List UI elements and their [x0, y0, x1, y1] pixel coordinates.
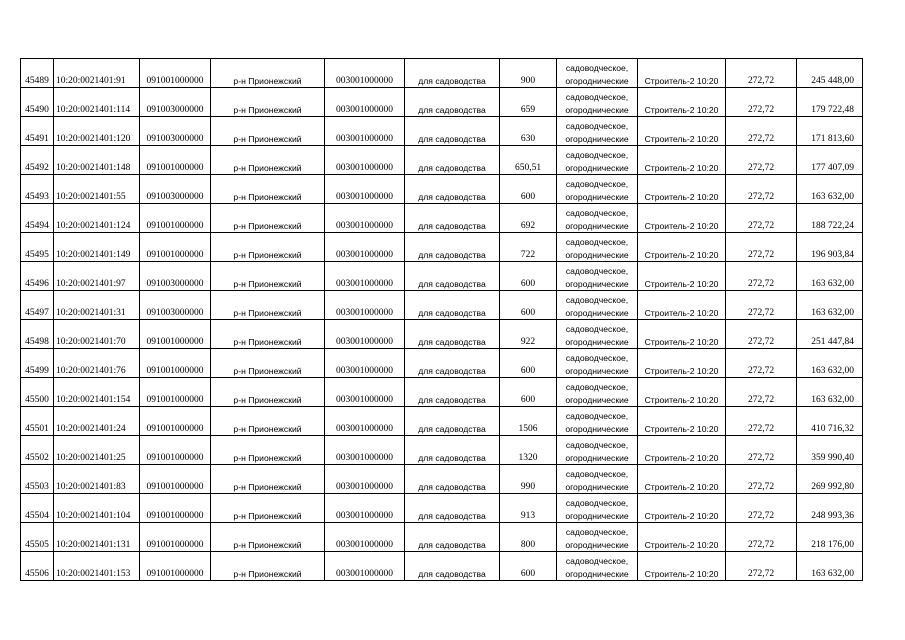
- category-code: 003001000000: [325, 291, 405, 320]
- settlement-name: Строитель-2 10:20: [638, 407, 726, 436]
- classifier-code: 091001000000: [140, 378, 211, 407]
- table-row: [21, 291, 863, 320]
- use-type: [557, 262, 638, 291]
- use-type-line-2: огороднические: [565, 191, 629, 202]
- use-type-line-1: садоводческое,: [565, 382, 629, 392]
- cadastral-number: 10:20:0021401:124: [54, 204, 140, 233]
- district-name: р-н Прионежский: [211, 262, 325, 291]
- cadastral-value: 410 716,32: [797, 407, 863, 436]
- classifier-code: 091001000000: [140, 233, 211, 262]
- table-row: [21, 436, 863, 465]
- permitted-use: для садоводства: [405, 291, 500, 320]
- use-type: [557, 117, 638, 146]
- table-row: [21, 117, 863, 146]
- table-row: [21, 204, 863, 233]
- settlement-name: Строитель-2 10:20: [638, 349, 726, 378]
- district-name: р-н Прионежский: [211, 552, 325, 581]
- use-type-line-1: садоводческое,: [565, 179, 629, 189]
- district-name: р-н Прионежский: [211, 349, 325, 378]
- category-code: 003001000000: [325, 117, 405, 146]
- table-row: [21, 233, 863, 262]
- use-type-line-2: огороднические: [565, 307, 629, 318]
- use-type-line-2: огороднические: [565, 278, 629, 289]
- category-code: 003001000000: [325, 59, 405, 88]
- cadastral-value: 171 813,60: [797, 117, 863, 146]
- settlement-name: Строитель-2 10:20: [638, 494, 726, 523]
- classifier-code: 091003000000: [140, 88, 211, 117]
- category-code: 003001000000: [325, 465, 405, 494]
- use-type: [557, 552, 638, 581]
- row-id: 45490: [21, 88, 54, 117]
- cadastral-number: 10:20:0021401:149: [54, 233, 140, 262]
- use-type-line-1: садоводческое,: [565, 353, 629, 363]
- land-area: 692: [500, 204, 557, 233]
- cadastral-number: 10:20:0021401:104: [54, 494, 140, 523]
- table-row: [21, 88, 863, 117]
- permitted-use: для садоводства: [405, 378, 500, 407]
- table-row: [21, 465, 863, 494]
- category-code: 003001000000: [325, 146, 405, 175]
- use-type-line-1: садоводческое,: [565, 295, 629, 305]
- settlement-name: Строитель-2 10:20: [638, 262, 726, 291]
- land-area: 722: [500, 233, 557, 262]
- row-id: 45491: [21, 117, 54, 146]
- cadastral-number: 10:20:0021401:70: [54, 320, 140, 349]
- district-name: р-н Прионежский: [211, 320, 325, 349]
- use-type-line-2: огороднические: [565, 336, 629, 347]
- permitted-use: для садоводства: [405, 523, 500, 552]
- use-type-line-1: садоводческое,: [565, 237, 629, 247]
- cadastral-number: 10:20:0021401:120: [54, 117, 140, 146]
- cadastral-number: 10:20:0021401:24: [54, 407, 140, 436]
- cadastral-value: 359 990,40: [797, 436, 863, 465]
- settlement-name: Строитель-2 10:20: [638, 175, 726, 204]
- permitted-use: для садоводства: [405, 494, 500, 523]
- cadastral-number: 10:20:0021401:31: [54, 291, 140, 320]
- cadastral-number: 10:20:0021401:55: [54, 175, 140, 204]
- cadastral-number: 10:20:0021401:154: [54, 378, 140, 407]
- cadastral-value: 163 632,00: [797, 291, 863, 320]
- settlement-name: Строитель-2 10:20: [638, 320, 726, 349]
- table-body: [21, 59, 863, 581]
- permitted-use: для садоводства: [405, 320, 500, 349]
- use-type-line-1: садоводческое,: [565, 324, 629, 334]
- settlement-name: Строитель-2 10:20: [638, 378, 726, 407]
- cadastral-number: 10:20:0021401:148: [54, 146, 140, 175]
- row-id: 45499: [21, 349, 54, 378]
- district-name: р-н Прионежский: [211, 146, 325, 175]
- use-type-line-2: огороднические: [565, 365, 629, 376]
- district-name: р-н Прионежский: [211, 494, 325, 523]
- table-row: [21, 262, 863, 291]
- district-name: р-н Прионежский: [211, 523, 325, 552]
- row-id: 45496: [21, 262, 54, 291]
- land-area: 650,51: [500, 146, 557, 175]
- district-name: р-н Прионежский: [211, 465, 325, 494]
- district-name: р-н Прионежский: [211, 175, 325, 204]
- cadastral-number: 10:20:0021401:97: [54, 262, 140, 291]
- category-code: 003001000000: [325, 378, 405, 407]
- specific-rate: 272,72: [726, 465, 797, 494]
- classifier-code: 091001000000: [140, 204, 211, 233]
- specific-rate: 272,72: [726, 175, 797, 204]
- land-area: 600: [500, 349, 557, 378]
- permitted-use: для садоводства: [405, 59, 500, 88]
- table-row: [21, 494, 863, 523]
- cadastral-value: 163 632,00: [797, 552, 863, 581]
- settlement-name: Строитель-2 10:20: [638, 523, 726, 552]
- use-type-line-2: огороднические: [565, 452, 629, 463]
- classifier-code: 091003000000: [140, 291, 211, 320]
- registry-table: [20, 58, 863, 581]
- category-code: 003001000000: [325, 523, 405, 552]
- use-type: [557, 494, 638, 523]
- district-name: р-н Прионежский: [211, 436, 325, 465]
- land-area: 630: [500, 117, 557, 146]
- use-type-line-2: огороднические: [565, 104, 629, 115]
- category-code: 003001000000: [325, 349, 405, 378]
- permitted-use: для садоводства: [405, 117, 500, 146]
- category-code: 003001000000: [325, 233, 405, 262]
- cadastral-number: 10:20:0021401:153: [54, 552, 140, 581]
- use-type: [557, 378, 638, 407]
- land-area: 990: [500, 465, 557, 494]
- district-name: р-н Прионежский: [211, 59, 325, 88]
- use-type-line-1: садоводческое,: [565, 150, 629, 160]
- specific-rate: 272,72: [726, 291, 797, 320]
- cadastral-number: 10:20:0021401:131: [54, 523, 140, 552]
- use-type: [557, 291, 638, 320]
- land-area: 600: [500, 552, 557, 581]
- cadastral-number: 10:20:0021401:114: [54, 88, 140, 117]
- district-name: р-н Прионежский: [211, 233, 325, 262]
- settlement-name: Строитель-2 10:20: [638, 233, 726, 262]
- use-type-line-2: огороднические: [565, 510, 629, 521]
- permitted-use: для садоводства: [405, 204, 500, 233]
- settlement-name: Строитель-2 10:20: [638, 552, 726, 581]
- use-type-line-1: садоводческое,: [565, 527, 629, 537]
- settlement-name: Строитель-2 10:20: [638, 59, 726, 88]
- cadastral-value: 251 447,84: [797, 320, 863, 349]
- specific-rate: 272,72: [726, 262, 797, 291]
- permitted-use: для садоводства: [405, 349, 500, 378]
- row-id: 45505: [21, 523, 54, 552]
- classifier-code: 091001000000: [140, 552, 211, 581]
- permitted-use: для садоводства: [405, 88, 500, 117]
- category-code: 003001000000: [325, 494, 405, 523]
- row-id: 45495: [21, 233, 54, 262]
- classifier-code: 091001000000: [140, 59, 211, 88]
- district-name: р-н Прионежский: [211, 204, 325, 233]
- classifier-code: 091003000000: [140, 175, 211, 204]
- use-type-line-2: огороднические: [565, 133, 629, 144]
- permitted-use: для садоводства: [405, 465, 500, 494]
- row-id: 45494: [21, 204, 54, 233]
- category-code: 003001000000: [325, 262, 405, 291]
- land-area: 900: [500, 59, 557, 88]
- settlement-name: Строитель-2 10:20: [638, 146, 726, 175]
- row-id: 45504: [21, 494, 54, 523]
- cadastral-value: 163 632,00: [797, 262, 863, 291]
- row-id: 45501: [21, 407, 54, 436]
- category-code: 003001000000: [325, 175, 405, 204]
- specific-rate: 272,72: [726, 204, 797, 233]
- use-type-line-2: огороднические: [565, 249, 629, 260]
- settlement-name: Строитель-2 10:20: [638, 117, 726, 146]
- classifier-code: 091001000000: [140, 465, 211, 494]
- permitted-use: для садоводства: [405, 436, 500, 465]
- specific-rate: 272,72: [726, 494, 797, 523]
- classifier-code: 091001000000: [140, 320, 211, 349]
- settlement-name: Строитель-2 10:20: [638, 291, 726, 320]
- cadastral-value: 245 448,00: [797, 59, 863, 88]
- use-type-line-1: садоводческое,: [565, 556, 629, 566]
- cadastral-value: 163 632,00: [797, 349, 863, 378]
- cadastral-number: 10:20:0021401:76: [54, 349, 140, 378]
- table-row: [21, 552, 863, 581]
- use-type-line-1: садоводческое,: [565, 208, 629, 218]
- permitted-use: для садоводства: [405, 552, 500, 581]
- use-type: [557, 523, 638, 552]
- table-row: [21, 349, 863, 378]
- row-id: 45497: [21, 291, 54, 320]
- land-area: 800: [500, 523, 557, 552]
- cadastral-value: 196 903,84: [797, 233, 863, 262]
- use-type-line-1: садоводческое,: [565, 266, 629, 276]
- classifier-code: 091003000000: [140, 117, 211, 146]
- category-code: 003001000000: [325, 552, 405, 581]
- use-type-line-1: садоводческое,: [565, 440, 629, 450]
- cadastral-value: 248 993,36: [797, 494, 863, 523]
- specific-rate: 272,72: [726, 59, 797, 88]
- category-code: 003001000000: [325, 88, 405, 117]
- cadastral-number: 10:20:0021401:91: [54, 59, 140, 88]
- settlement-name: Строитель-2 10:20: [638, 204, 726, 233]
- use-type: [557, 465, 638, 494]
- use-type: [557, 88, 638, 117]
- use-type-line-1: садоводческое,: [565, 498, 629, 508]
- row-id: 45500: [21, 378, 54, 407]
- use-type-line-2: огороднические: [565, 539, 629, 550]
- settlement-name: Строитель-2 10:20: [638, 88, 726, 117]
- use-type-line-2: огороднические: [565, 481, 629, 492]
- district-name: р-н Прионежский: [211, 88, 325, 117]
- row-id: 45503: [21, 465, 54, 494]
- permitted-use: для садоводства: [405, 233, 500, 262]
- table-row: [21, 523, 863, 552]
- permitted-use: для садоводства: [405, 262, 500, 291]
- table-row: [21, 320, 863, 349]
- row-id: 45498: [21, 320, 54, 349]
- classifier-code: 091001000000: [140, 436, 211, 465]
- settlement-name: Строитель-2 10:20: [638, 465, 726, 494]
- table-row: [21, 407, 863, 436]
- cadastral-number: 10:20:0021401:25: [54, 436, 140, 465]
- specific-rate: 272,72: [726, 407, 797, 436]
- use-type-line-1: садоводческое,: [565, 92, 629, 102]
- use-type-line-1: садоводческое,: [565, 411, 629, 421]
- use-type: [557, 204, 638, 233]
- permitted-use: для садоводства: [405, 146, 500, 175]
- use-type: [557, 175, 638, 204]
- specific-rate: 272,72: [726, 146, 797, 175]
- category-code: 003001000000: [325, 204, 405, 233]
- cadastral-value: 163 632,00: [797, 175, 863, 204]
- permitted-use: для садоводства: [405, 407, 500, 436]
- use-type-line-2: огороднические: [565, 568, 629, 579]
- land-area: 1320: [500, 436, 557, 465]
- classifier-code: 091001000000: [140, 349, 211, 378]
- use-type-line-2: огороднические: [565, 394, 629, 405]
- use-type: [557, 233, 638, 262]
- specific-rate: 272,72: [726, 320, 797, 349]
- classifier-code: 091001000000: [140, 494, 211, 523]
- use-type-line-2: огороднические: [565, 220, 629, 231]
- land-area: 600: [500, 175, 557, 204]
- district-name: р-н Прионежский: [211, 291, 325, 320]
- use-type: [557, 146, 638, 175]
- use-type: [557, 407, 638, 436]
- specific-rate: 272,72: [726, 117, 797, 146]
- row-id: 45493: [21, 175, 54, 204]
- specific-rate: 272,72: [726, 378, 797, 407]
- cadastral-value: 269 992,80: [797, 465, 863, 494]
- land-area: 600: [500, 262, 557, 291]
- settlement-name: Строитель-2 10:20: [638, 436, 726, 465]
- category-code: 003001000000: [325, 407, 405, 436]
- cadastral-value: 218 176,00: [797, 523, 863, 552]
- land-area: 600: [500, 378, 557, 407]
- use-type-line-2: огороднические: [565, 423, 629, 434]
- cadastral-value: 179 722,48: [797, 88, 863, 117]
- cadastral-number: 10:20:0021401:83: [54, 465, 140, 494]
- land-area: 922: [500, 320, 557, 349]
- table-row: [21, 59, 863, 88]
- row-id: 45492: [21, 146, 54, 175]
- table-row: [21, 146, 863, 175]
- specific-rate: 272,72: [726, 436, 797, 465]
- use-type: [557, 320, 638, 349]
- classifier-code: 091003000000: [140, 262, 211, 291]
- use-type-line-1: садоводческое,: [565, 469, 629, 479]
- use-type-line-1: садоводческое,: [565, 121, 629, 131]
- district-name: р-н Прионежский: [211, 117, 325, 146]
- land-area: 1506: [500, 407, 557, 436]
- specific-rate: 272,72: [726, 523, 797, 552]
- district-name: р-н Прионежский: [211, 378, 325, 407]
- use-type-line-1: садоводческое,: [565, 63, 629, 73]
- category-code: 003001000000: [325, 320, 405, 349]
- row-id: 45502: [21, 436, 54, 465]
- cadastral-value: 163 632,00: [797, 378, 863, 407]
- table-row: [21, 378, 863, 407]
- classifier-code: 091001000000: [140, 407, 211, 436]
- specific-rate: 272,72: [726, 233, 797, 262]
- category-code: 003001000000: [325, 436, 405, 465]
- use-type: [557, 59, 638, 88]
- classifier-code: 091001000000: [140, 523, 211, 552]
- permitted-use: для садоводства: [405, 175, 500, 204]
- classifier-code: 091001000000: [140, 146, 211, 175]
- row-id: 45489: [21, 59, 54, 88]
- use-type: [557, 349, 638, 378]
- cadastral-value: 188 722,24: [797, 204, 863, 233]
- land-area: 600: [500, 291, 557, 320]
- specific-rate: 272,72: [726, 552, 797, 581]
- land-area: 913: [500, 494, 557, 523]
- district-name: р-н Прионежский: [211, 407, 325, 436]
- specific-rate: 272,72: [726, 88, 797, 117]
- use-type-line-2: огороднические: [565, 75, 629, 86]
- specific-rate: 272,72: [726, 349, 797, 378]
- use-type-line-2: огороднические: [565, 162, 629, 173]
- use-type: [557, 436, 638, 465]
- table-row: [21, 175, 863, 204]
- cadastral-value: 177 407,09: [797, 146, 863, 175]
- land-area: 659: [500, 88, 557, 117]
- row-id: 45506: [21, 552, 54, 581]
